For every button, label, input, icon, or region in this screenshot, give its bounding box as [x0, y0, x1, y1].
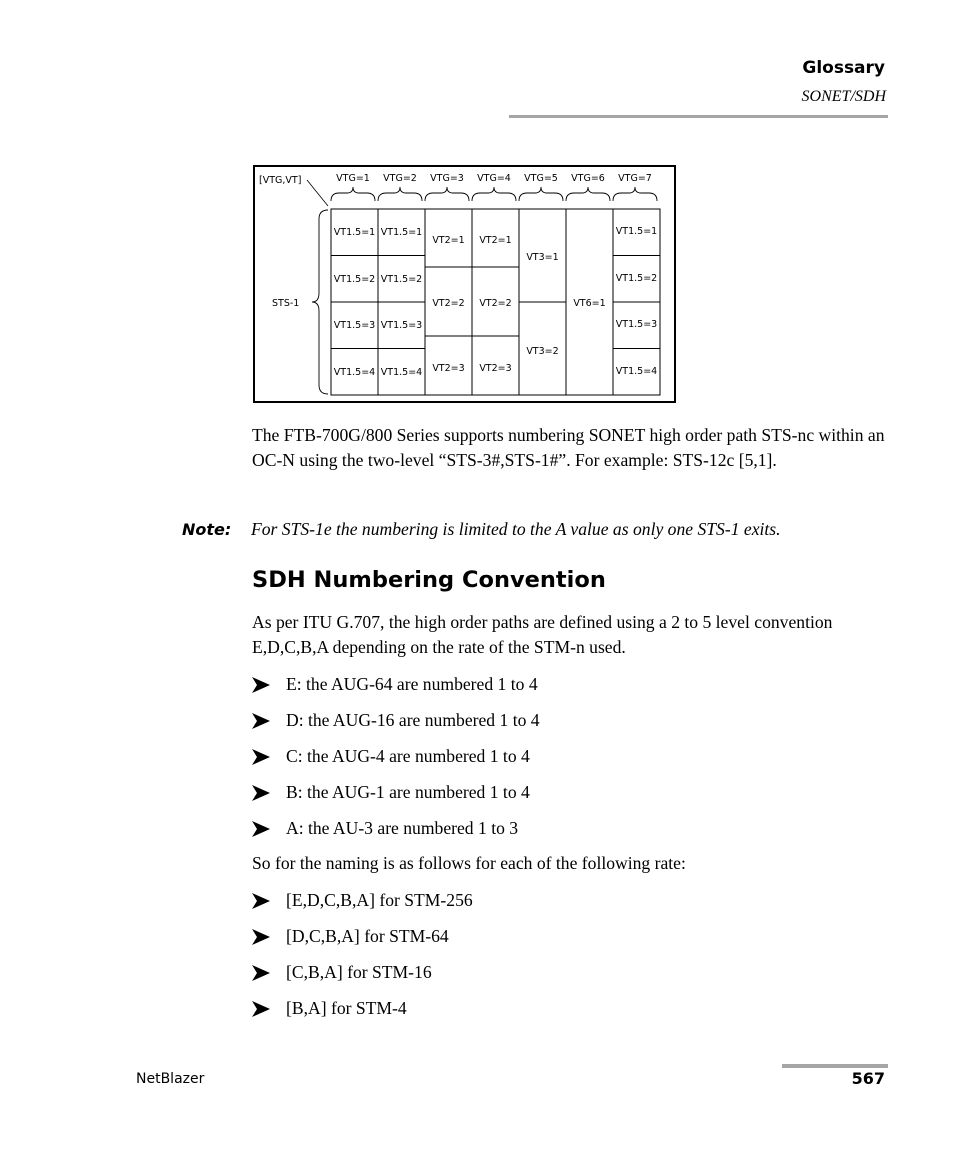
arrow-bullet-icon [252, 749, 270, 765]
vt-cell-label: VT2=3 [432, 363, 465, 374]
vtg-label: VTG=1 [336, 173, 370, 184]
figure-corner-label: [VTG,VT] [259, 175, 302, 186]
vtg-label: VTG=4 [477, 173, 511, 184]
vt-cell-label: VT1.5=4 [615, 366, 658, 377]
list-item-text: [E,D,C,B,A] for STM-256 [286, 890, 473, 910]
arrow-bullet-icon [252, 713, 270, 729]
vtg-braces [331, 187, 657, 201]
vt-cell-label: VT2=1 [432, 235, 465, 246]
list-item-text: [B,A] for STM-4 [286, 998, 407, 1018]
header-subtitle: SONET/SDH [801, 88, 886, 105]
vt-cell-label: VT1.5=2 [380, 274, 423, 285]
vtg-label: VTG=5 [524, 173, 558, 184]
vtg-label: VTG=3 [430, 173, 464, 184]
vt-cell-label: VT6=1 [573, 298, 606, 309]
vtg-label: VTG=6 [571, 173, 605, 184]
note-label: Note: [182, 520, 232, 539]
body-paragraph: So for the naming is as follows for each of the following rate: [252, 853, 686, 873]
arrow-bullet-icon [252, 677, 270, 693]
vt-cell-label: VT1.5=4 [333, 367, 376, 378]
vt-cell-label: VT1.5=3 [615, 319, 658, 330]
list-item-text: [C,B,A] for STM-16 [286, 962, 432, 982]
vt-cell-label: VT1.5=1 [380, 227, 423, 238]
note-text: For STS-1e the numbering is limited to the A value as only one STS-1 exits. [251, 519, 781, 539]
vt-cell-label: VT2=3 [479, 363, 512, 374]
vt-cell-label: VT2=1 [479, 235, 512, 246]
figure-pointer-line [307, 180, 328, 206]
list-item-text: D: the AUG-16 are numbered 1 to 4 [286, 710, 540, 730]
list-item-text: [D,C,B,A] for STM-64 [286, 926, 449, 946]
sts-brace [312, 210, 328, 394]
vt-cell-label: VT2=2 [479, 298, 512, 309]
body-paragraph: The FTB-700G/800 Series supports numbering SONET high order path STS-nc within an OC-N using the two-level “STS-3#,STS-1#”. For example: STS-12c [5,1]. [252, 425, 885, 470]
vtg-label: VTG=2 [383, 173, 417, 184]
header-title: Glossary [802, 58, 885, 78]
list-item-text: E: the AUG-64 are numbered 1 to 4 [286, 674, 538, 694]
page-number: 567 [851, 1069, 885, 1088]
arrow-bullet-icon [252, 1001, 270, 1017]
arrow-bullet-icon [252, 965, 270, 981]
footer-product: NetBlazer [136, 1071, 205, 1087]
list-item-text: B: the AUG-1 are numbered 1 to 4 [286, 782, 530, 802]
vt-cell-label: VT3=1 [526, 252, 559, 263]
list-item-text: A: the AU-3 are numbered 1 to 3 [286, 818, 519, 838]
footer-rule [782, 1064, 888, 1068]
vtg-label: VTG=7 [618, 173, 652, 184]
arrow-bullet-icon [252, 785, 270, 801]
arrow-bullet-icon [252, 821, 270, 837]
arrow-bullet-icon [252, 929, 270, 945]
vt-cell-label: VT1.5=3 [380, 320, 423, 331]
vt-cell-label: VT1.5=1 [615, 226, 658, 237]
arrow-bullet-icon [252, 893, 270, 909]
vt-cell-label: VT1.5=3 [333, 320, 376, 331]
vt-cell-label: VT1.5=4 [380, 367, 423, 378]
vt-structure-figure [253, 165, 676, 403]
vt-cell-label: VT1.5=1 [333, 227, 376, 238]
vt-cell-label: VT3=2 [526, 346, 559, 357]
body-paragraph: As per ITU G.707, the high order paths are defined using a 2 to 5 level convention E,D,C,B,A depending on the rate of the STM-n used. [252, 612, 833, 657]
list-item-text: C: the AUG-4 are numbered 1 to 4 [286, 746, 530, 766]
vt-cell-label: VT2=2 [432, 298, 465, 309]
header-rule [509, 115, 888, 118]
vt-cell-label: VT1.5=2 [615, 273, 658, 284]
sts-label: STS-1 [272, 298, 300, 309]
vt-cell-label: VT1.5=2 [333, 274, 376, 285]
section-heading: SDH Numbering Convention [252, 567, 606, 593]
